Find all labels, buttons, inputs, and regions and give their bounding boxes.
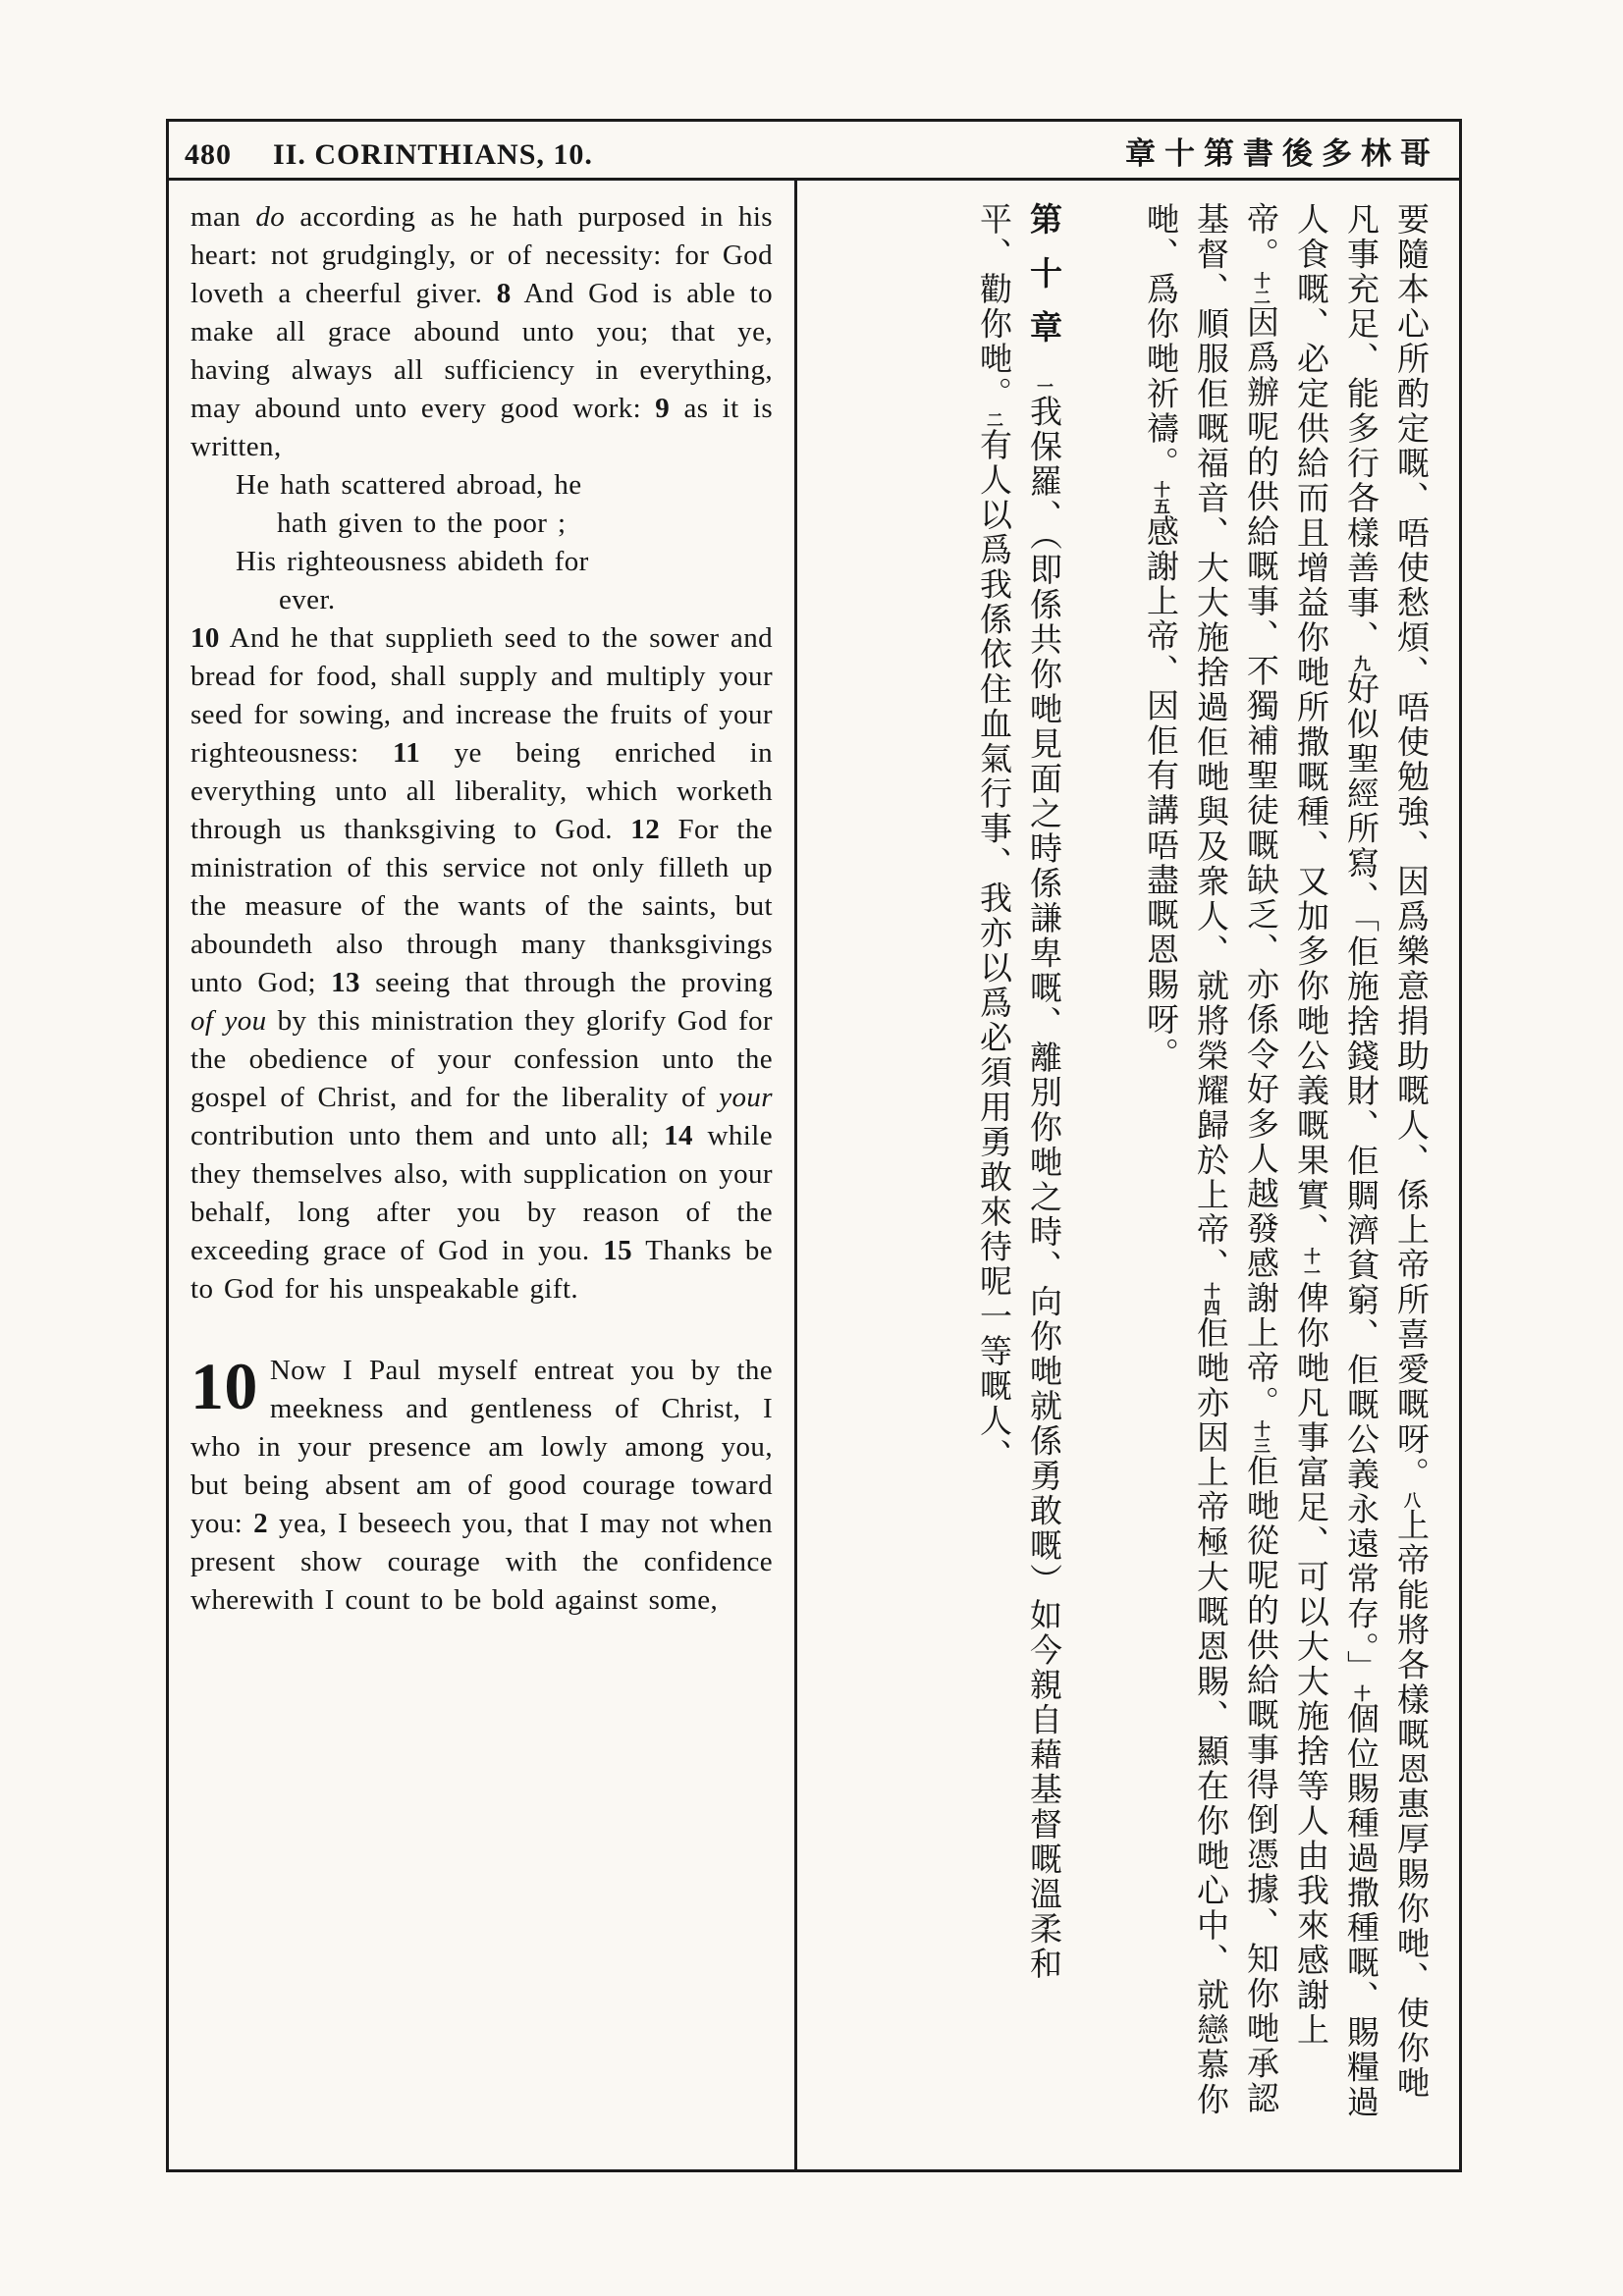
poem-line: He hath scattered abroad, he <box>236 469 582 501</box>
chapter-paragraph <box>190 1349 773 1620</box>
page-number: 480 <box>185 138 232 171</box>
chinese-text-line-3: 人食嘅、必定供給而且增益你哋所撒嘅種、又加多你哋公義嘅果實、十一俾你哋凡事富足、可以大大施捨等人由我來感謝上 <box>1292 202 1327 2048</box>
chapter-number-dropcap: 10 <box>190 1349 258 1423</box>
verse-paragraph-2: 10 And he that supplieth seed to the sower and bread for food, shall supply and multiply your seed for sowing, and increase the fruits of your righteousness: 11 ye being enriched in everything unto all liberality, which worketh through us thanksgiving to God. 12 For the ministration of this service not only filleth up the measure of the wants of the saints, but aboundeth also through many thanksgivings unto God; 13 seeing that through the proving of you by this ministration they glorify God for the obedience of your confession unto the gospel of Christ, and for the liberality of your contribution unto them and unto all; 14 while they themselves also, with supplication on your behalf, long after you by reason of the exceeding grace of God in you. 15 Thanks be to God for his unspeakable gift. <box>190 622 774 1305</box>
chinese-text-line-1: 要隨本心所酌定嘅、唔使愁煩、唔使勉強、因爲樂意捐助嘅人、係上帝所喜愛嘅呀。八上帝能將各樣嘅恩惠厚賜你哋、使你哋 <box>1392 202 1428 2101</box>
header-left <box>185 138 593 172</box>
english-text-column <box>169 181 797 2169</box>
chinese-chapter-heading-line: 第十章一我保羅、（即係共你哋見面之時係謙卑嘅、離別你哋之時、向你哋就係勇敢嘅）如今親自藉基督嘅溫柔和 <box>1025 202 1060 1982</box>
poem-line: ever. <box>279 584 336 615</box>
chinese-text-line-6: 哋、爲你哋祈禱。十五感謝上帝、因佢有講唔盡嘅恩賜呀。 <box>1142 202 1177 1072</box>
chinese-text-line-8: 平、勸你哋。二有人以爲我係依住血氣行事、我亦以爲必須用勇敢來待呢一等嘅人、 <box>975 202 1010 1473</box>
book-title-chinese: 章十第書後多林哥 <box>1125 136 1439 171</box>
chapter-opening-text: Now I Paul myself entreat you by the meekness and gentleness of Christ, I who in your presence am lowly among you, but being absent am of good courage toward you: 2 yea, I beseech you, that I may not when present show courage with the confidence wherewith I count to be bold against some, <box>190 1355 773 1616</box>
poem-line: His righteousness abideth for <box>236 546 589 577</box>
book-title-english: II. CORINTHIANS, 10. <box>273 138 593 171</box>
chinese-text-column <box>797 181 1459 2169</box>
chinese-text-line-5: 基督、順服佢嘅福音、大大施捨過佢哋與及衆人、就將榮耀歸於上帝、十四佢哋亦因上帝極大嘅恩賜、顯在你哋心中、就戀慕你 <box>1192 202 1227 2117</box>
chinese-text-line-4: 帝。十二因爲辦呢的供給嘅事、不獨補聖徒嘅缺乏、亦係令好多人越發感謝上帝。十三佢哋從呢的供給嘅事得倒憑據、知你哋承認 <box>1242 202 1277 2116</box>
page-header <box>169 122 1459 181</box>
poem-line: hath given to the poor ; <box>277 507 567 539</box>
verse-paragraph-1: man do according as he hath purposed in his heart: not grudgingly, or of necessity: for God loveth a cheerful giver. 8 And God is able to make all grace abound unto you; that ye, having always all sufficiency in everything, may abound unto every good work: 9 as it is written, <box>190 201 774 462</box>
chinese-text-line-2: 凡事充足、能多行各樣善事、九好似聖經所寫、「佢施捨錢財、佢賙濟貧窮、佢嘅公義永遠常存。」十個位賜種過撒種嘅、賜糧過 <box>1342 202 1378 2120</box>
page-content <box>169 181 1459 2169</box>
page-frame <box>166 119 1462 2172</box>
